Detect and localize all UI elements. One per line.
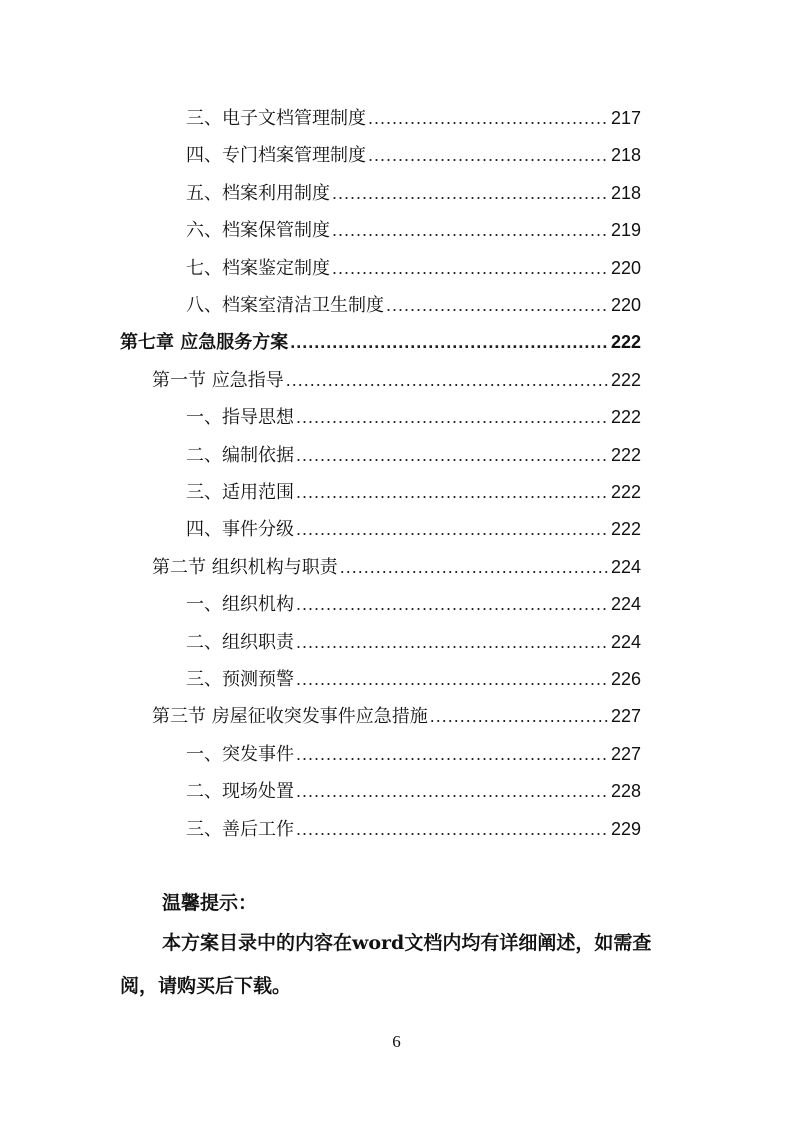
toc-entry[interactable] <box>186 287 641 324</box>
toc-leader-dots <box>340 549 609 586</box>
toc-leader-dots <box>296 736 609 773</box>
toc-leader-dots <box>286 362 609 399</box>
toc-entry[interactable] <box>186 511 641 548</box>
toc-entry[interactable] <box>186 212 641 249</box>
toc-entry-title: 六、档案保管制度 <box>186 220 330 242</box>
page-number: 6 <box>392 1032 401 1051</box>
toc-entry[interactable] <box>152 362 641 399</box>
toc-entry-page: 222 <box>610 407 641 428</box>
toc-leader-dots <box>386 287 609 324</box>
toc-entry-page: 227 <box>610 706 641 727</box>
toc-entry-page: 217 <box>610 108 641 128</box>
toc-leader-dots <box>296 811 609 848</box>
toc-entry-page: 228 <box>610 781 641 802</box>
toc-entry-title: 八、档案室清洁卫生制度 <box>186 295 384 316</box>
toc-entry-title: 二、现场处置 <box>186 781 294 803</box>
toc-entry-page: 222 <box>610 369 641 390</box>
toc-entry-title: 四、专门档案管理制度 <box>186 145 366 167</box>
toc-entry-title: 二、组织职责 <box>186 631 294 653</box>
toc-entry-title: 三、预测预警 <box>186 669 294 690</box>
toc-leader-dots <box>332 250 609 287</box>
toc-leader-dots <box>430 698 609 735</box>
toc-entry[interactable] <box>186 661 641 698</box>
toc-entry-title: 四、事件分级 <box>186 519 294 541</box>
toc-entry[interactable] <box>152 698 641 735</box>
tip-title: 温馨提示： <box>162 892 258 914</box>
toc-entry[interactable] <box>186 586 641 623</box>
toc-leader-dots <box>332 175 609 212</box>
toc-entry-title: 七、档案鉴定制度 <box>186 257 330 279</box>
toc-entry[interactable] <box>186 736 641 773</box>
toc-leader-dots <box>296 624 609 661</box>
toc-leader-dots <box>332 212 609 249</box>
toc-entry-page: 229 <box>610 818 641 839</box>
toc-entry[interactable] <box>186 773 641 810</box>
toc-entry-title: 三、电子文档管理制度 <box>186 108 366 129</box>
tip-body: 本方案目录中的内容在word文档内均有详细阐述，如需查阅，请购买后下载。 <box>120 932 652 997</box>
toc-entry-page: 222 <box>610 482 641 502</box>
toc-entry-page: 218 <box>610 182 641 203</box>
toc-entry[interactable] <box>186 399 641 436</box>
toc-leader-dots <box>296 437 609 474</box>
toc-entry-title: 一、突发事件 <box>186 743 294 765</box>
toc-entry[interactable] <box>152 549 641 586</box>
toc-entry-page: 222 <box>610 444 641 465</box>
toc-leader-dots <box>368 100 609 137</box>
toc-leader-dots <box>368 137 609 174</box>
toc-entry[interactable] <box>186 474 641 511</box>
toc-entry-title: 三、善后工作 <box>186 818 294 840</box>
toc-entry[interactable] <box>186 250 641 287</box>
toc-entry-page: 220 <box>610 257 641 278</box>
toc-entry[interactable] <box>186 100 641 137</box>
toc-entry[interactable] <box>186 811 641 848</box>
toc-entry-title: 五、档案利用制度 <box>186 182 330 204</box>
toc-entry-title: 二、编制依据 <box>186 444 294 466</box>
toc-entry-page: 227 <box>610 743 641 764</box>
toc-entry-page: 222 <box>610 332 641 353</box>
toc-entry-title: 第二节 组织机构与职责 <box>152 556 338 578</box>
toc-leader-dots <box>296 586 609 623</box>
toc-leader-dots <box>296 773 609 810</box>
toc-leader-dots <box>296 511 609 548</box>
toc-leader-dots <box>296 399 609 436</box>
toc-entry-page: 220 <box>610 295 641 315</box>
toc-entry-title: 三、适用范围 <box>186 482 294 503</box>
toc-entry[interactable] <box>120 324 641 361</box>
toc-entry-page: 224 <box>610 556 641 577</box>
toc-entry[interactable] <box>186 175 641 212</box>
toc-entry-page: 224 <box>610 594 641 615</box>
toc-entry[interactable] <box>186 437 641 474</box>
toc-entry-page: 222 <box>610 519 641 540</box>
toc-entry[interactable] <box>186 137 641 174</box>
toc-entry-title: 第一节 应急指导 <box>152 369 284 391</box>
toc-leader-dots <box>296 474 609 511</box>
toc-entry[interactable] <box>186 624 641 661</box>
toc-entry-page: 219 <box>610 220 641 241</box>
toc-leader-dots <box>290 324 609 361</box>
toc-entry-title: 一、组织机构 <box>186 594 294 616</box>
toc-entry-title: 一、指导思想 <box>186 407 294 429</box>
toc-entry-title: 第三节 房屋征收突发事件应急措施 <box>152 706 428 728</box>
toc-entry-title: 第七章 应急服务方案 <box>120 332 289 354</box>
toc-entry-page: 224 <box>610 631 641 652</box>
toc-entry-page: 226 <box>610 669 641 689</box>
toc-leader-dots <box>296 661 609 698</box>
toc-entry-page: 218 <box>610 145 641 166</box>
